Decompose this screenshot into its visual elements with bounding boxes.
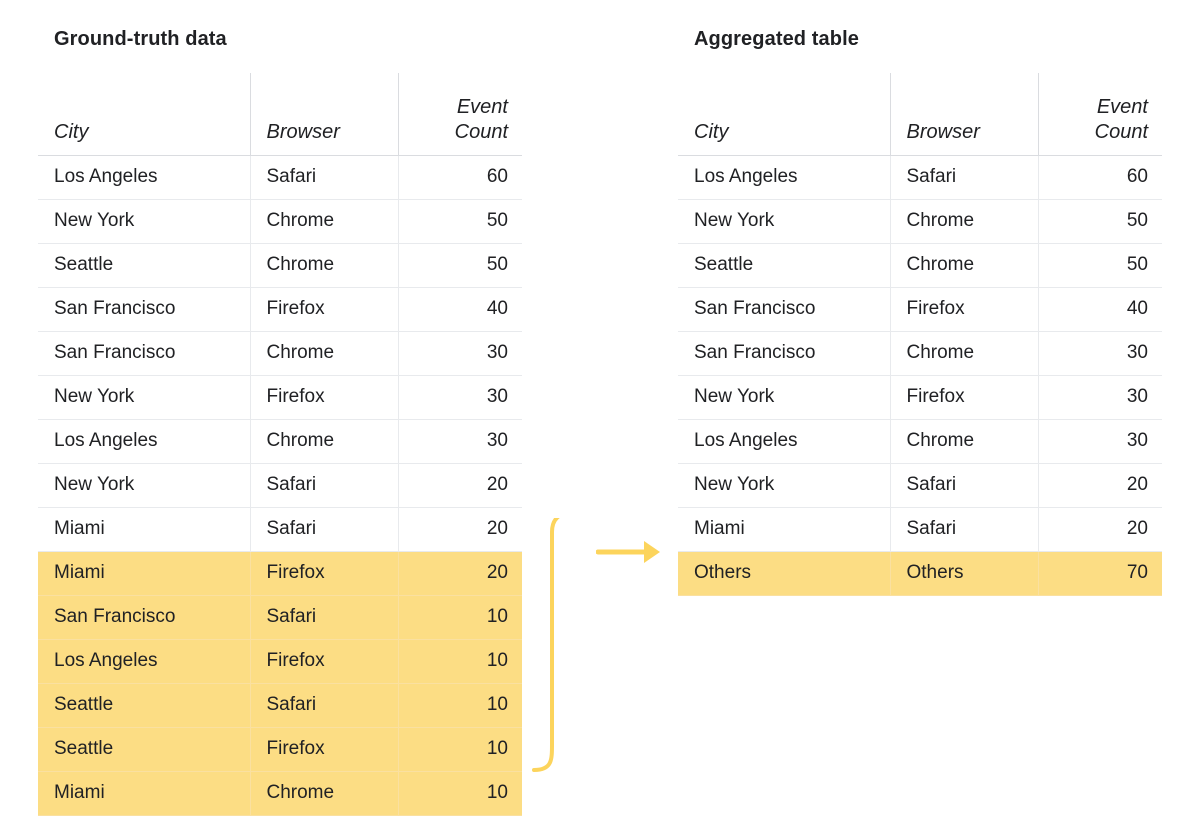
cell-city: Seattle — [678, 244, 890, 288]
cell-event-count: 50 — [398, 200, 522, 244]
table-row — [38, 464, 522, 508]
cell-event-count: 20 — [1038, 464, 1162, 508]
cell-browser: Others — [890, 552, 1038, 596]
column-header-event-count: Event Count — [1038, 73, 1162, 156]
table-row-highlighted — [38, 596, 522, 640]
cell-city: New York — [678, 200, 890, 244]
cell-browser: Firefox — [250, 376, 398, 420]
table-row — [678, 420, 1162, 464]
cell-city: Others — [678, 552, 890, 596]
cell-event-count: 10 — [398, 772, 522, 816]
cell-event-count: 10 — [398, 728, 522, 772]
cell-event-count: 60 — [1038, 156, 1162, 200]
table-row — [678, 376, 1162, 420]
table-row — [678, 288, 1162, 332]
cell-browser: Safari — [250, 684, 398, 728]
cell-city: San Francisco — [678, 332, 890, 376]
cell-browser: Chrome — [250, 772, 398, 816]
cell-browser: Firefox — [250, 728, 398, 772]
cell-browser: Safari — [250, 464, 398, 508]
cell-city: Miami — [38, 552, 250, 596]
cell-browser: Chrome — [250, 244, 398, 288]
page-title-right: Aggregated table — [694, 28, 859, 50]
cell-browser: Chrome — [890, 200, 1038, 244]
table-header-row — [38, 73, 522, 156]
ground-truth-table — [38, 73, 522, 816]
cell-browser: Chrome — [250, 200, 398, 244]
cell-event-count: 30 — [398, 332, 522, 376]
cell-event-count: 40 — [398, 288, 522, 332]
cell-event-count: 20 — [398, 552, 522, 596]
cell-event-count: 20 — [398, 508, 522, 552]
cell-city: Los Angeles — [678, 156, 890, 200]
cell-event-count: 70 — [1038, 552, 1162, 596]
cell-browser: Chrome — [890, 332, 1038, 376]
table-row — [38, 200, 522, 244]
table-body-left — [38, 156, 522, 816]
column-header-event-count: Event Count — [398, 73, 522, 156]
cell-city: San Francisco — [38, 288, 250, 332]
table-row — [678, 244, 1162, 288]
table-row — [38, 332, 522, 376]
cell-browser: Chrome — [250, 420, 398, 464]
table-row-highlighted — [38, 684, 522, 728]
cell-browser: Chrome — [890, 420, 1038, 464]
cell-city: San Francisco — [38, 596, 250, 640]
cell-event-count: 50 — [1038, 200, 1162, 244]
cell-event-count: 30 — [1038, 332, 1162, 376]
cell-browser: Safari — [890, 156, 1038, 200]
table-row-highlighted — [38, 552, 522, 596]
cell-city: New York — [38, 200, 250, 244]
cell-city: New York — [678, 464, 890, 508]
cell-event-count: 40 — [1038, 288, 1162, 332]
cell-city: San Francisco — [678, 288, 890, 332]
cell-event-count: 60 — [398, 156, 522, 200]
table-row-highlighted — [38, 772, 522, 816]
cell-browser: Safari — [250, 596, 398, 640]
ground-truth-panel — [38, 28, 528, 816]
table-header-row — [678, 73, 1162, 156]
cell-city: Los Angeles — [678, 420, 890, 464]
table-row — [678, 156, 1162, 200]
cell-browser: Chrome — [890, 244, 1038, 288]
aggregated-panel — [678, 28, 1168, 596]
cell-browser: Chrome — [250, 332, 398, 376]
table-row — [38, 244, 522, 288]
cell-event-count: 30 — [1038, 420, 1162, 464]
cell-browser: Safari — [890, 464, 1038, 508]
cell-browser: Firefox — [890, 376, 1038, 420]
table-header-left — [38, 73, 522, 156]
cell-browser: Safari — [250, 156, 398, 200]
cell-city: Miami — [678, 508, 890, 552]
table-row — [678, 508, 1162, 552]
cell-city: Miami — [38, 772, 250, 816]
cell-city: Los Angeles — [38, 420, 250, 464]
cell-browser: Firefox — [890, 288, 1038, 332]
table-row — [678, 200, 1162, 244]
table-row — [38, 420, 522, 464]
cell-event-count: 30 — [398, 420, 522, 464]
cell-city: Seattle — [38, 244, 250, 288]
table-row — [678, 464, 1162, 508]
cell-event-count: 10 — [398, 640, 522, 684]
cell-event-count: 30 — [1038, 376, 1162, 420]
table-row-highlighted — [678, 552, 1162, 596]
cell-browser: Safari — [890, 508, 1038, 552]
arrow-right-icon — [596, 536, 670, 568]
cell-city: Seattle — [38, 684, 250, 728]
cell-city: Miami — [38, 508, 250, 552]
table-row — [38, 508, 522, 552]
column-header-city: City — [678, 73, 890, 156]
cell-city: Seattle — [38, 728, 250, 772]
cell-event-count: 50 — [1038, 244, 1162, 288]
cell-city: Los Angeles — [38, 640, 250, 684]
table-header-right — [678, 73, 1162, 156]
cell-city: Los Angeles — [38, 156, 250, 200]
cell-event-count: 10 — [398, 596, 522, 640]
cell-browser: Firefox — [250, 288, 398, 332]
table-row-highlighted — [38, 728, 522, 772]
cell-event-count: 30 — [398, 376, 522, 420]
table-row — [678, 332, 1162, 376]
cell-city: San Francisco — [38, 332, 250, 376]
cell-browser: Firefox — [250, 640, 398, 684]
table-body-right — [678, 156, 1162, 596]
column-header-browser: Browser — [250, 73, 398, 156]
cell-event-count: 10 — [398, 684, 522, 728]
page-title-left: Ground-truth data — [54, 28, 227, 50]
cell-city: New York — [38, 376, 250, 420]
aggregated-table — [678, 73, 1162, 596]
column-header-browser: Browser — [890, 73, 1038, 156]
table-row — [38, 288, 522, 332]
cell-browser: Safari — [250, 508, 398, 552]
cell-event-count: 20 — [1038, 508, 1162, 552]
table-row — [38, 376, 522, 420]
column-header-city: City — [38, 73, 250, 156]
table-row-highlighted — [38, 640, 522, 684]
cell-city: New York — [38, 464, 250, 508]
table-row — [38, 156, 522, 200]
cell-city: New York — [678, 376, 890, 420]
cell-event-count: 20 — [398, 464, 522, 508]
cell-browser: Firefox — [250, 552, 398, 596]
cell-event-count: 50 — [398, 244, 522, 288]
